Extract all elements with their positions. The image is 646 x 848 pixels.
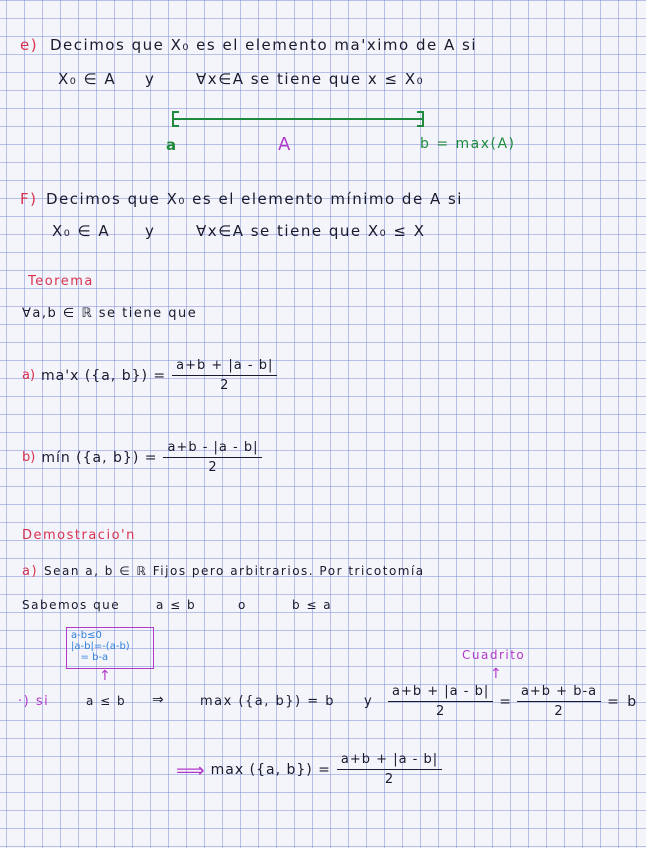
si-y: y	[364, 694, 374, 709]
section-e-line2-c: ∀x∈A se tiene que x ≤ X₀	[196, 70, 425, 88]
demostracion-line1: Sean a, b ∈ ℝ Fijos pero arbitrarios. Por tricotomía	[44, 564, 425, 578]
demostracion-line2-d: b ≤ a	[292, 598, 333, 612]
teorema-a-fraction	[172, 358, 277, 393]
conclusion-arrow: ⟹	[176, 757, 205, 782]
interval-A-label: A	[278, 134, 292, 155]
demostracion-line2-a: Sabemos que	[22, 598, 121, 612]
si-label: ·) si	[18, 694, 50, 709]
teorema-b-lhs: mín ({a, b}) =	[41, 449, 158, 466]
demostracion-line2-b: a ≤ b	[156, 598, 197, 612]
si-implies: ⇒	[152, 692, 166, 708]
si-result: = b	[607, 693, 639, 710]
interval-b-label: b = max(A)	[420, 136, 516, 152]
teorema-b-fraction	[163, 440, 262, 475]
demostracion-a-label: a)	[22, 564, 39, 579]
conclusion-lhs: max ({a, b}) =	[210, 761, 331, 778]
teorema-statement: ∀a,b ∈ ℝ se tiene que	[22, 306, 198, 321]
si-fraction-2-numerator: a+b + b-a	[517, 684, 601, 702]
section-e-line2-b: y	[145, 70, 156, 88]
interval-right-bracket-top	[417, 111, 424, 113]
interval-left-bracket-top	[172, 111, 179, 113]
si-fraction-1-numerator: a+b + |a - b|	[388, 684, 493, 702]
teorema-a-denominator: 2	[220, 378, 230, 393]
interval-a-label: a	[166, 136, 178, 154]
section-e-label: e)	[20, 36, 39, 54]
section-f-label: F)	[20, 190, 38, 208]
si-fraction-1	[388, 684, 493, 719]
interval-right-bracket-bottom	[417, 125, 424, 127]
note-arrow: ↑	[99, 668, 113, 684]
section-f-line2-c: ∀x∈A se tiene que X₀ ≤ X	[196, 222, 426, 240]
section-f-line2-a: X₀ ∈ A	[52, 222, 111, 240]
note-box: a-b≤0 |a-b|=-(a-b) = b-a	[66, 627, 154, 669]
teorema-a-numerator: a+b + |a - b|	[172, 358, 277, 376]
demostracion-line2-c: o	[238, 598, 247, 612]
section-e-line1: Decimos que X₀ es el elemento ma'ximo de A si	[50, 36, 477, 54]
teorema-a	[22, 358, 277, 393]
si-fraction-1-denominator: 2	[435, 704, 446, 719]
section-f-line1: Decimos que X₀ es el elemento mínimo de A si	[46, 190, 463, 208]
teorema-title: Teorema	[28, 274, 94, 289]
si-equals: =	[499, 693, 511, 710]
demostracion-title: Demostracio'n	[22, 528, 136, 543]
conclusion-numerator: a+b + |a - b|	[337, 752, 442, 770]
section-e-line2-a: X₀ ∈ A	[58, 70, 117, 88]
teorema-b-label: b)	[22, 450, 36, 465]
teorema-a-lhs: ma'x ({a, b}) =	[41, 367, 167, 384]
teorema-b-numerator: a+b - |a - b|	[163, 440, 262, 458]
section-f-line2-b: y	[145, 222, 156, 240]
teorema-a-label: a)	[22, 368, 36, 383]
interval-left-bracket-bottom	[172, 125, 179, 127]
si-fraction-2	[517, 684, 601, 719]
conclusion	[176, 752, 442, 787]
teorema-b	[22, 440, 262, 475]
interval-line	[172, 118, 424, 120]
conclusion-fraction	[337, 752, 442, 787]
cuadrito-arrow: ↑	[490, 666, 504, 682]
si-condition: a ≤ b	[86, 694, 127, 708]
si-fraction-chain	[388, 684, 638, 719]
teorema-b-denominator: 2	[208, 460, 218, 475]
conclusion-denominator: 2	[384, 772, 395, 787]
si-max: max ({a, b}) = b	[200, 694, 336, 709]
si-fraction-2-denominator: 2	[554, 704, 564, 719]
cuadrito-label: Cuadrito	[462, 648, 526, 662]
